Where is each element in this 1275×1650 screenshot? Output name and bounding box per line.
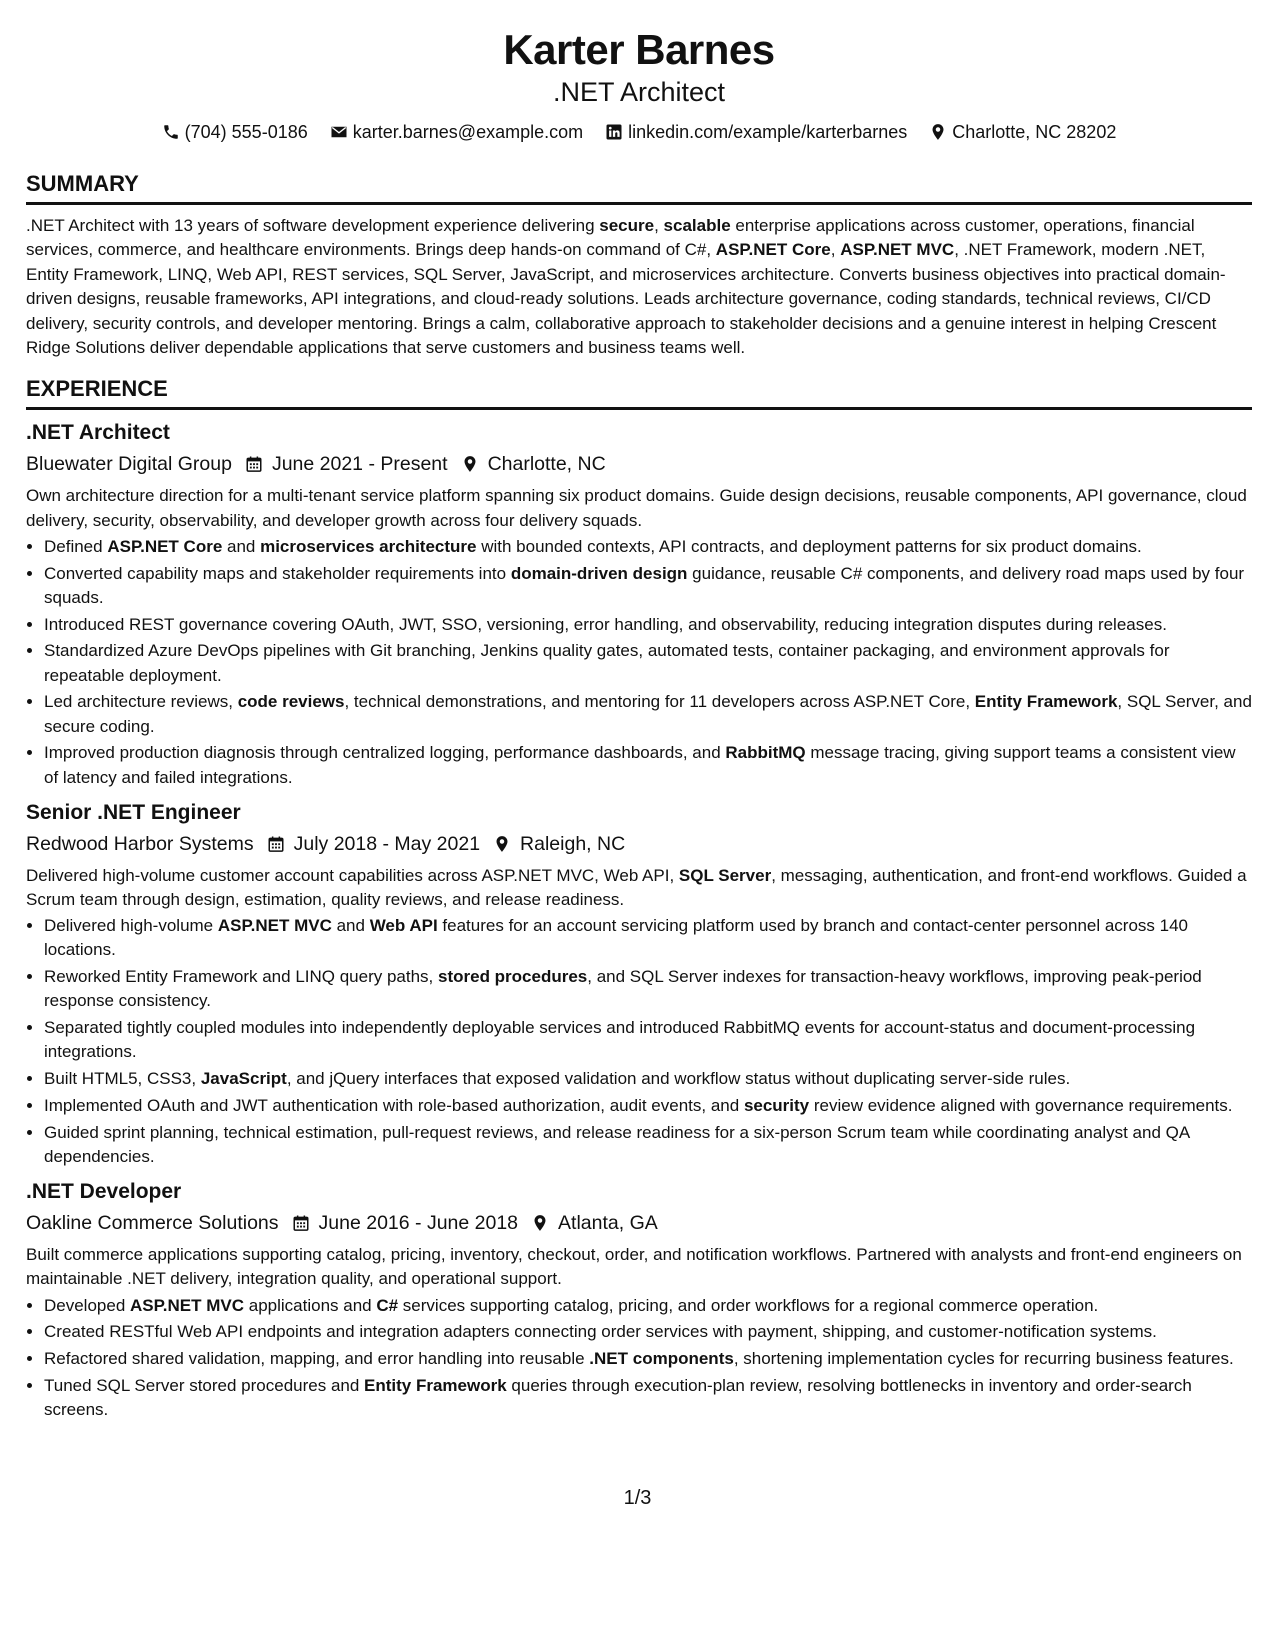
text-run: applications and xyxy=(244,1295,377,1315)
bullet-item xyxy=(44,1067,1252,1091)
text-run: , and SQL Server indexes for transaction-heavy workflows, improving peak-period response consistency. xyxy=(44,967,1202,1011)
bold-keyword: ASP.NET Core xyxy=(715,240,831,260)
map-pin-icon xyxy=(929,123,947,141)
text-run: Delivered high-volume xyxy=(44,916,218,936)
company-name: Bluewater Digital Group xyxy=(26,453,232,476)
candidate-name: Karter Barnes xyxy=(503,26,775,73)
bullet-item xyxy=(44,535,1252,559)
phone-text: (704) 555-0186 xyxy=(184,122,308,142)
text-run: message tracing, giving support teams a consistent view of latency and failed integrations. xyxy=(44,743,1236,787)
bullet-item xyxy=(44,1294,1252,1318)
job-dates: July 2018 - May 2021 xyxy=(293,832,481,855)
summary-section xyxy=(26,170,1252,360)
candidate-role: .NET Architect xyxy=(552,77,726,107)
text-run: with bounded contexts, API contracts, and deployment patterns for six product domains. xyxy=(476,536,1142,556)
summary-text xyxy=(26,214,1252,360)
text-run: Refactored shared validation, mapping, and error handling into reusable xyxy=(44,1349,590,1369)
location-text: Charlotte, NC 28202 xyxy=(952,122,1117,142)
summary-heading: SUMMARY xyxy=(26,170,1252,205)
text-run: review evidence aligned with governance requirements. xyxy=(809,1096,1233,1116)
text-run: Created RESTful Web API endpoints and integration adapters connecting order services with payment, shipping, and customer-notification systems. xyxy=(44,1322,1157,1342)
page-number: 1/3 xyxy=(623,1487,652,1509)
text-run: Led architecture reviews, xyxy=(44,692,238,712)
job-meta xyxy=(26,451,1252,477)
bullet-item xyxy=(44,965,1252,1013)
bullet-item xyxy=(44,1016,1252,1064)
text-run: Improved production diagnosis through centralized logging, performance dashboards, and xyxy=(44,743,726,763)
map-pin-icon xyxy=(531,1214,549,1232)
jobs-list xyxy=(26,420,1252,1422)
bullet-item xyxy=(44,1347,1252,1371)
text-run: Introduced REST governance covering OAuth, JWT, SSO, versioning, error handling, and observability, reducing integration disputes during releases. xyxy=(44,614,1167,634)
job-title: .NET Developer xyxy=(26,1180,182,1204)
job-location: Charlotte, NC xyxy=(487,453,606,476)
contact-info xyxy=(26,120,1252,144)
resume-page xyxy=(26,24,1252,1425)
email-text: karter.barnes@example.com xyxy=(352,122,584,142)
text-run: Built HTML5, CSS3, xyxy=(44,1069,201,1089)
bold-keyword: SQL Server xyxy=(678,865,772,885)
bold-keyword: Entity Framework xyxy=(364,1376,507,1396)
text-run: Reworked Entity Framework and LINQ query paths, xyxy=(44,967,438,987)
phone-icon xyxy=(162,123,180,141)
text-run: .NET Architect with 13 years of software development experience delivering xyxy=(26,216,600,235)
text-run: queries through execution-plan review, resolving bottlenecks in inventory and order-search screens. xyxy=(44,1376,1192,1420)
bold-keyword: Entity Framework xyxy=(974,692,1118,712)
job-bullets xyxy=(26,1294,1252,1423)
bold-keyword: JavaScript xyxy=(200,1069,287,1089)
envelope-icon xyxy=(330,123,348,141)
bold-keyword: .NET components xyxy=(589,1349,734,1369)
text-run: , and jQuery interfaces that exposed validation and workflow status without duplicating server-side rules. xyxy=(286,1069,1071,1089)
job-title: Senior .NET Engineer xyxy=(26,800,241,824)
bold-keyword: stored procedures xyxy=(438,967,588,987)
job-meta xyxy=(26,831,1252,857)
company-name: Redwood Harbor Systems xyxy=(26,832,254,855)
text-run: Implemented OAuth and JWT authentication with role-based authorization, audit events, and xyxy=(44,1096,744,1116)
job-entry xyxy=(26,1179,1252,1422)
linkedin-icon xyxy=(605,123,623,141)
job-summary xyxy=(26,864,1252,912)
text-run: features for an account servicing platform used by branch and contact-center personnel across 140 locations. xyxy=(44,916,1189,960)
job-location: Atlanta, GA xyxy=(558,1212,658,1235)
bold-keyword: ASP.NET MVC xyxy=(840,240,955,260)
text-run: , technical demonstrations, and mentoring for 11 developers across ASP.NET Core, xyxy=(344,692,975,712)
bullet-item xyxy=(44,1374,1252,1422)
bullet-item xyxy=(44,914,1252,962)
calendar-icon xyxy=(292,1214,310,1232)
bullet-item xyxy=(44,690,1252,738)
contact-email[interactable] xyxy=(330,120,583,144)
linkedin-text: linkedin.com/example/karterbarnes xyxy=(628,122,908,142)
bullet-item xyxy=(44,613,1252,637)
contact-location xyxy=(929,120,1116,144)
experience-section xyxy=(26,375,1252,1422)
text-run: Standardized Azure DevOps pipelines with Git branching, Jenkins quality gates, automated tests, container packaging, and environment approvals for repeatable deployment. xyxy=(44,641,1170,685)
bullet-item xyxy=(44,741,1252,789)
job-summary: Built commerce applications supporting catalog, pricing, inventory, checkout, order, and notification workflows. Partnered with analysts and front-end engineers on maintainable .NET delivery, integration quality, and operational support. xyxy=(26,1245,1242,1289)
text-run: Converted capability maps and stakeholder requirements into xyxy=(44,563,511,583)
calendar-icon xyxy=(245,455,263,473)
bold-keyword: code reviews xyxy=(237,692,345,712)
text-run: Guided sprint planning, technical estimation, pull-request reviews, and release readiness for a six-person Scrum team while coordinating analyst and QA dependencies. xyxy=(44,1122,1190,1167)
job-location: Raleigh, NC xyxy=(520,832,626,855)
text-run: , .NET Framework, modern .NET, Entity Framework, LINQ, Web API, REST services, SQL Server, JavaScript, and microservices architecture. Converts business objectives into practical domain-driven designs, reusable frameworks, API integrations, and cloud-ready solutions. Leads architecture governance, coding standards, technical reviews, CI/CD delivery, security controls, and developer mentoring. Brings a calm, collaborative approach to stakeholder decisions and a genuine interest in helping Crescent Ridge Solutions deliver dependable applications that serve customers and business teams well. xyxy=(26,240,1226,358)
bullet-item xyxy=(44,562,1252,610)
text-run: Developed xyxy=(44,1295,131,1315)
map-pin-icon xyxy=(461,455,479,473)
bullet-item xyxy=(44,639,1252,687)
text-run: , xyxy=(830,240,841,260)
job-entry xyxy=(26,800,1252,1169)
text-run: Defined xyxy=(44,536,108,556)
job-summary: Own architecture direction for a multi-tenant service platform spanning six product domains. Guide design decisions, reusable components, API governance, cloud delivery, security, observability, and developer growth across four delivery squads. xyxy=(26,486,1247,530)
job-dates: June 2016 - June 2018 xyxy=(318,1212,519,1235)
bold-keyword: ASP.NET MVC xyxy=(217,916,332,936)
text-run: enterprise applications across customer, operations, financial services, commerce, and healthcare environments. Brings deep hands-on command of C#, xyxy=(26,216,1195,260)
text-run: guidance, reusable C# components, and delivery road maps used by four squads. xyxy=(44,563,1245,607)
job-meta xyxy=(26,1210,1252,1236)
text-run: Delivered high-volume customer account capabilities across ASP.NET MVC, Web API, xyxy=(26,865,679,885)
bold-keyword: ASP.NET Core xyxy=(107,536,223,556)
contact-linkedin[interactable] xyxy=(605,120,907,144)
company-name: Oakline Commerce Solutions xyxy=(26,1212,279,1235)
bullet-item xyxy=(44,1320,1252,1344)
text-run: , xyxy=(654,216,664,235)
text-run: , messaging, authentication, and front-end workflows. Guided a Scrum team through design, estimation, quality reviews, and release readiness. xyxy=(26,865,1247,910)
job-bullets xyxy=(26,914,1252,1169)
map-pin-icon xyxy=(493,835,511,853)
bold-keyword: C# xyxy=(376,1295,399,1315)
text-run: services supporting catalog, pricing, and order workflows for a regional commerce operation. xyxy=(398,1295,1099,1315)
bold-keyword: scalable xyxy=(663,216,731,235)
job-dates: June 2021 - Present xyxy=(271,453,448,476)
calendar-icon xyxy=(267,835,285,853)
bold-keyword: security xyxy=(743,1096,810,1116)
bold-keyword: Web API xyxy=(369,916,438,936)
text-run: Separated tightly coupled modules into independently deployable services and introduced RabbitMQ events for account-status and document-processing integrations. xyxy=(44,1018,1196,1062)
text-run: and xyxy=(222,536,261,556)
bold-keyword: RabbitMQ xyxy=(725,743,806,763)
bullet-item xyxy=(44,1094,1252,1118)
job-entry xyxy=(26,420,1252,789)
text-run: , shortening implementation cycles for recurring business features. xyxy=(733,1349,1234,1369)
contact-phone xyxy=(162,120,308,144)
bold-keyword: microservices architecture xyxy=(260,536,477,556)
bullet-item xyxy=(44,1121,1252,1169)
text-run: and xyxy=(331,916,370,936)
bold-keyword: domain-driven design xyxy=(510,563,688,583)
job-bullets xyxy=(26,535,1252,790)
bold-keyword: secure xyxy=(599,216,655,235)
bold-keyword: ASP.NET MVC xyxy=(130,1295,245,1315)
text-run: Tuned SQL Server stored procedures and xyxy=(44,1376,365,1396)
experience-heading: EXPERIENCE xyxy=(26,375,1252,410)
text-run: , SQL Server, and secure coding. xyxy=(44,692,1252,736)
job-title: .NET Architect xyxy=(26,421,170,445)
